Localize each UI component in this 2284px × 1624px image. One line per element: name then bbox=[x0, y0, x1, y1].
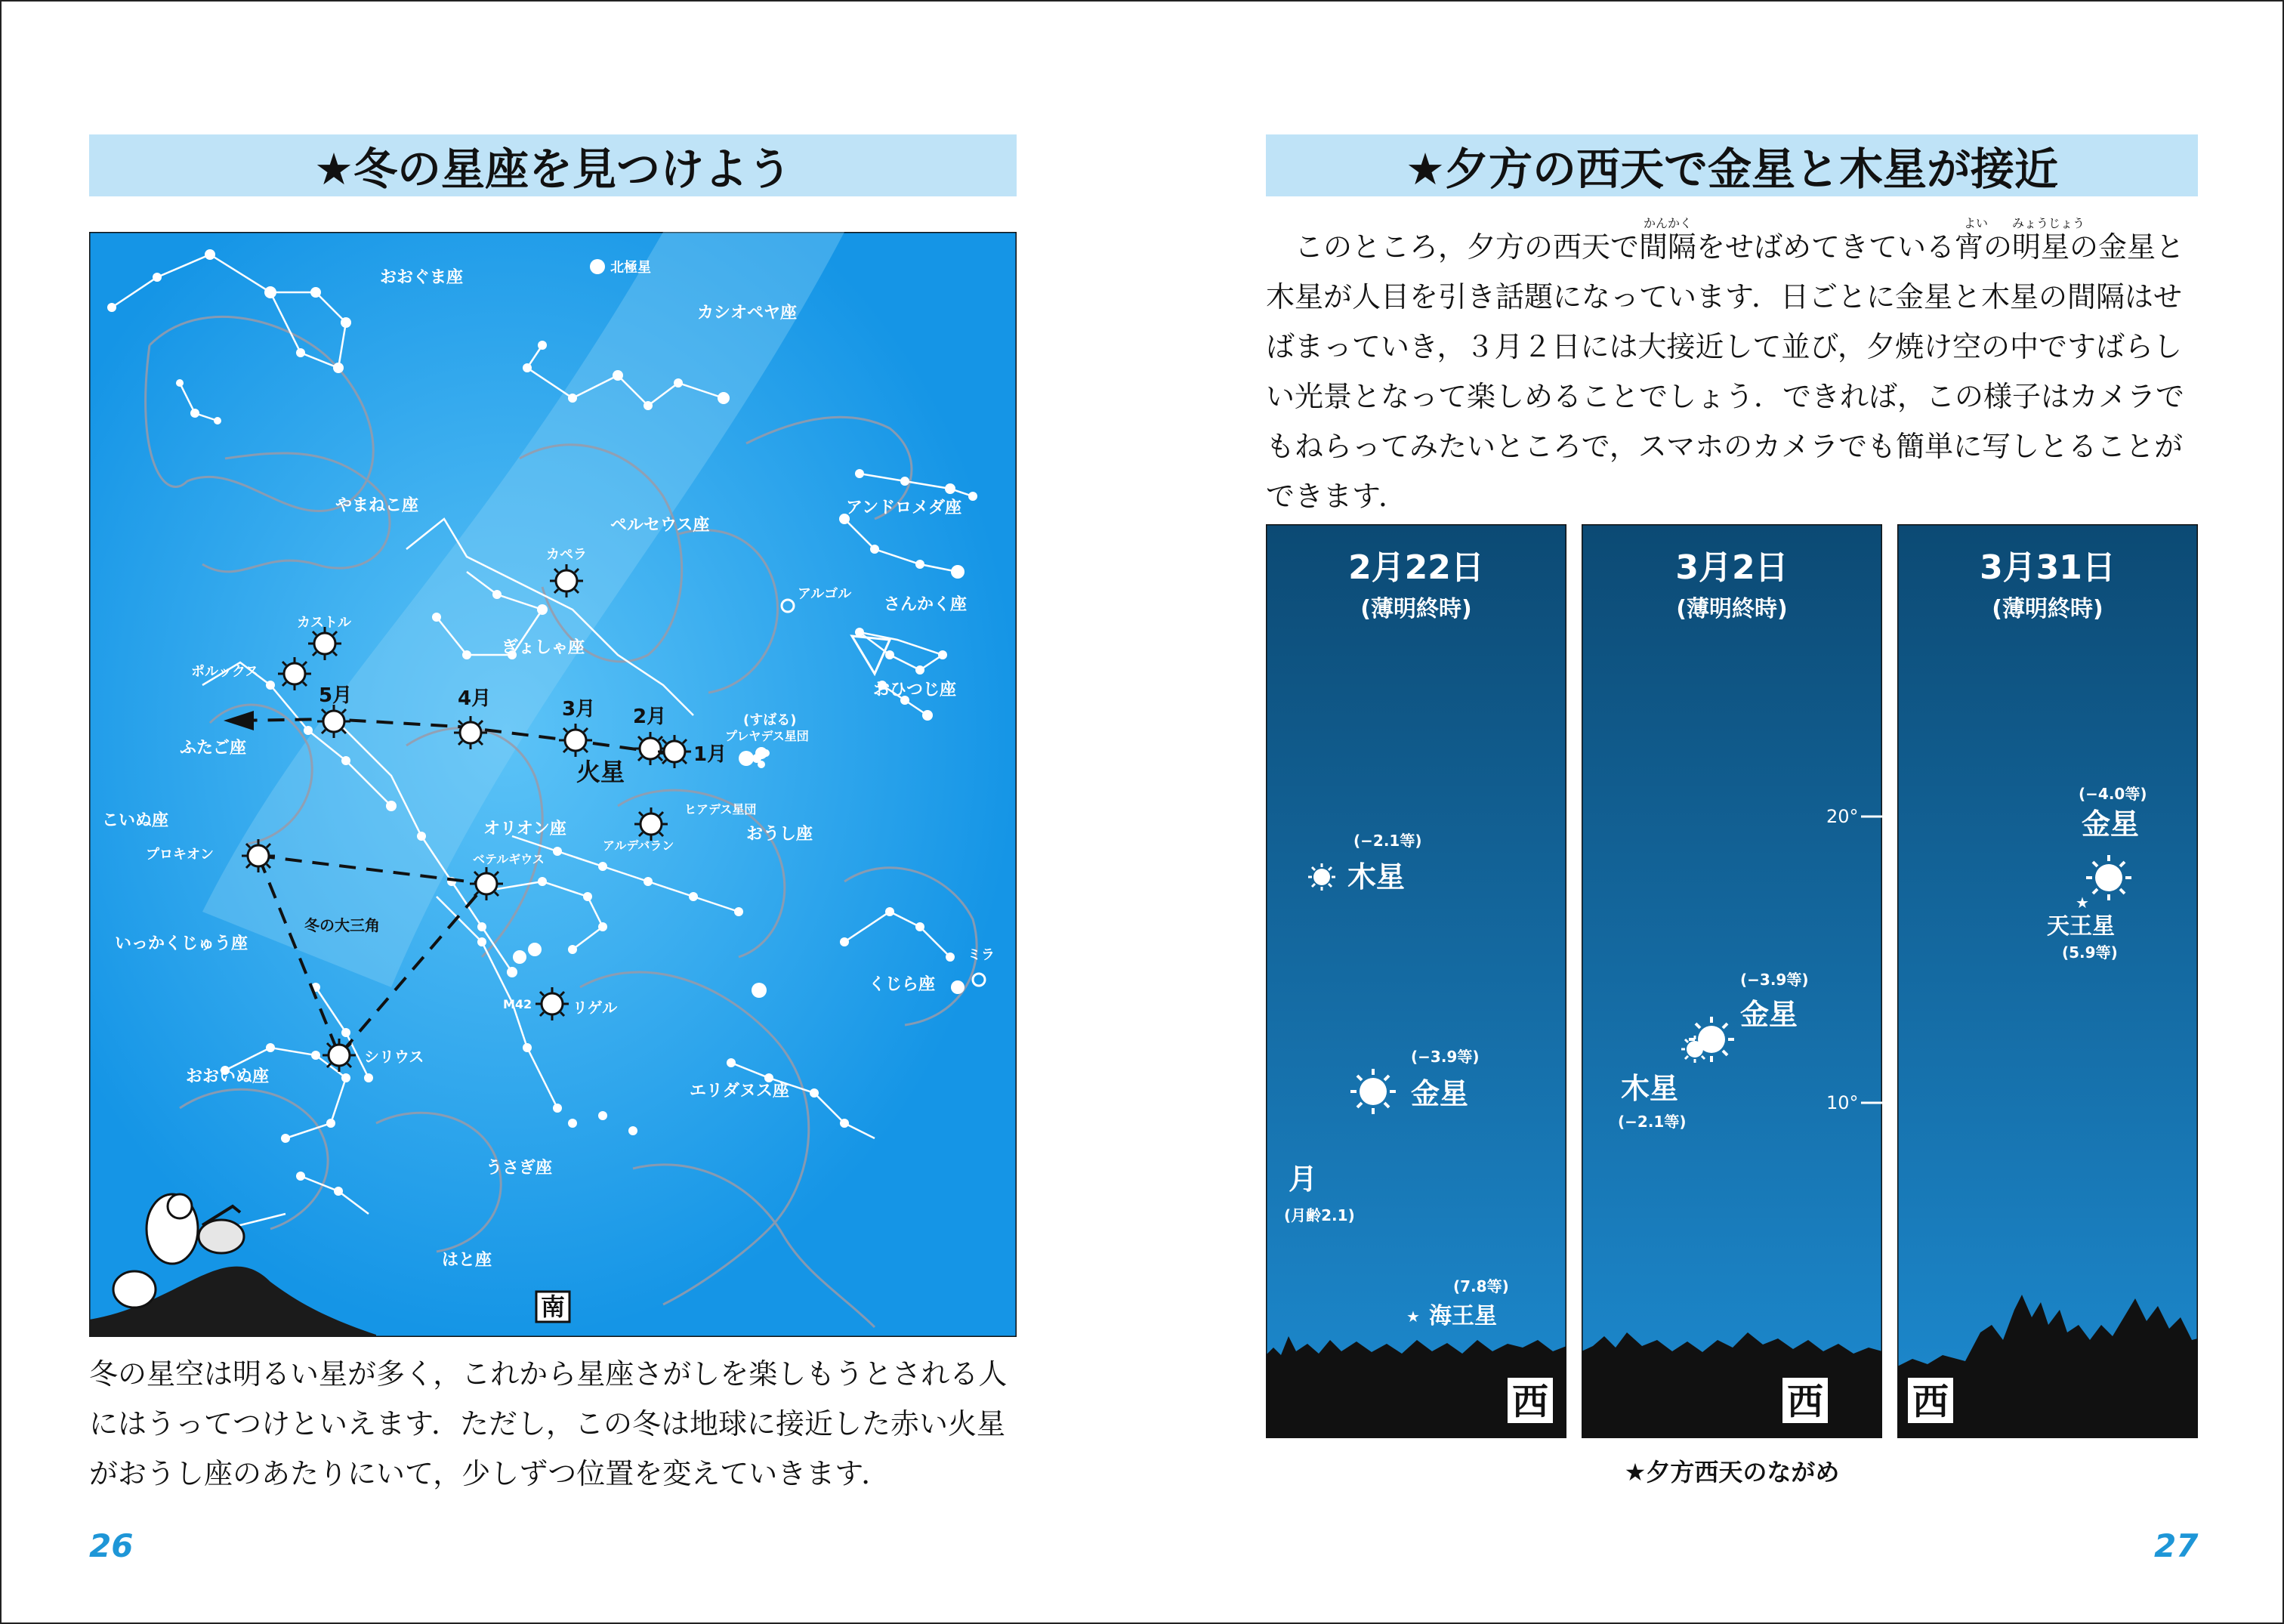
left-heading: ★冬の星座を見つけよう bbox=[89, 134, 1017, 196]
label-aries: おひつじ座 bbox=[873, 681, 957, 699]
panel2-jupiter-mag: (−2.1等) bbox=[1618, 1113, 1687, 1131]
sky-panel-mar2 bbox=[1582, 524, 1882, 1438]
label-rigel: リゲル bbox=[573, 999, 618, 1017]
left-page-number: 26 bbox=[89, 1527, 134, 1564]
label-hyades: ヒアデス星団 bbox=[684, 802, 757, 817]
label-polaris: 北極星 bbox=[610, 260, 651, 276]
label-capella: カペラ bbox=[546, 547, 587, 563]
right-paragraph-line-3: ばまっていき，３月２日には大接近して並び，夕焼け空の中ですばらし bbox=[1266, 330, 2182, 363]
right-paragraph-line-1: このところ，夕方の西天で間隔をせばめてきている宵の明星の金星と bbox=[1295, 230, 2185, 264]
panel3-date: 3月31日 bbox=[1980, 548, 2116, 587]
panel2-west: 西 bbox=[1786, 1381, 1824, 1423]
panel2-alt-20: 20° bbox=[1826, 806, 1859, 827]
winter-star-map bbox=[89, 232, 1017, 1337]
panel3-venus: 金星 bbox=[2082, 807, 2140, 841]
south-label: 南 bbox=[540, 1292, 566, 1321]
label-lepus: うさぎ座 bbox=[486, 1159, 553, 1178]
left-paragraph-line-2: にはうってつけといえます．ただし，この冬は地球に接近した赤い火星 bbox=[89, 1407, 1005, 1440]
panel1-jupiter-mag: (−2.1等) bbox=[1353, 832, 1422, 850]
label-orion: オリオン座 bbox=[483, 820, 566, 838]
right-paragraph-line-6: できます． bbox=[1266, 480, 1407, 513]
label-pollux: ポルックス bbox=[191, 664, 259, 680]
panel3-uranus: 天王星 bbox=[2047, 913, 2115, 940]
label-castor: カストル bbox=[297, 615, 351, 631]
svg-text:★: ★ bbox=[1406, 1308, 1420, 1326]
panel1-moon-age: (月齢2.1) bbox=[1284, 1206, 1355, 1224]
right-heading: ★夕方の西天で金星と木星が接近 bbox=[1266, 134, 2198, 196]
label-mars: 火星 bbox=[576, 758, 625, 786]
panel1-jupiter: 木星 bbox=[1347, 860, 1406, 894]
panel1-venus: 金星 bbox=[1411, 1077, 1469, 1110]
label-pleiades: プレヤデス星団 bbox=[725, 729, 809, 743]
label-m42: M42 bbox=[503, 997, 532, 1011]
panel1-west: 西 bbox=[1511, 1381, 1549, 1423]
right-paragraph-line-2: 木星が人目を引き話題になっています．日ごとに金星と木星の間隔はせ bbox=[1266, 280, 2182, 313]
label-aldebaran: アルデバラン bbox=[603, 838, 674, 853]
sky-panel-feb22 bbox=[1266, 524, 1566, 1438]
panel2-venus-mag: (−3.9等) bbox=[1740, 971, 1809, 989]
ruby-kankaku: かんかく bbox=[1644, 216, 1693, 230]
right-page-number: 27 bbox=[2154, 1527, 2199, 1564]
sky-panel-mar31 bbox=[1897, 524, 2198, 1438]
left-paragraph bbox=[89, 1349, 1007, 1499]
panel2-sub: (薄明終時) bbox=[1676, 596, 1788, 622]
label-eridanus: エリダヌス座 bbox=[690, 1082, 790, 1101]
label-month-4: 4月 bbox=[458, 687, 492, 710]
svg-text:★: ★ bbox=[2076, 894, 2089, 912]
panel1-date: 2月22日 bbox=[1348, 548, 1484, 587]
panel2-alt-10: 10° bbox=[1826, 1092, 1859, 1113]
label-ursa-major: おおぐま座 bbox=[380, 268, 464, 287]
left-paragraph-line-3: がおうし座のあたりにいて，少しずつ位置を変えていきます． bbox=[89, 1457, 890, 1490]
label-procyon: プロキオン bbox=[146, 847, 214, 863]
panel2-jupiter: 木星 bbox=[1621, 1072, 1679, 1105]
panel1-venus-mag: (−3.9等) bbox=[1411, 1048, 1480, 1066]
label-winter-triangle: 冬の大三角 bbox=[304, 916, 380, 934]
label-sirius: シリウス bbox=[364, 1048, 424, 1066]
panel2-date: 3月2日 bbox=[1675, 548, 1789, 587]
panel3-uranus-mag: (5.9等) bbox=[2062, 943, 2118, 962]
label-gemini: ふたご座 bbox=[180, 739, 247, 758]
label-andromeda: アンドロメダ座 bbox=[846, 499, 962, 517]
panel2-venus: 金星 bbox=[1740, 998, 1798, 1031]
label-cetus: くじら座 bbox=[869, 975, 936, 994]
label-month-1: 1月 bbox=[693, 743, 727, 766]
panel3-venus-mag: (−4.0等) bbox=[2079, 785, 2147, 803]
label-auriga: ぎょしゃ座 bbox=[502, 638, 585, 657]
right-paragraph bbox=[1266, 222, 2184, 521]
panel1-neptune: 海王星 bbox=[1429, 1303, 1497, 1329]
ruby-yoi: よい bbox=[1964, 216, 1989, 230]
label-lynx: やまねこ座 bbox=[335, 496, 419, 515]
panel3-west: 西 bbox=[1912, 1381, 1949, 1423]
label-triangulum: さんかく座 bbox=[884, 595, 968, 614]
label-betelgeuse: ベテルギウス bbox=[473, 852, 545, 866]
label-columba: はと座 bbox=[442, 1251, 492, 1270]
panel3-sub: (薄明終時) bbox=[1992, 596, 2103, 622]
right-paragraph-line-5: もねらってみたいところで，スマホのカメラでも簡単に写しとることが bbox=[1266, 430, 2184, 463]
left-paragraph-line-1: 冬の星空は明るい星が多く，これから星座さがしを楽しもうとされる人 bbox=[89, 1357, 1008, 1391]
label-month-3: 3月 bbox=[562, 698, 596, 721]
figure-caption: ★夕方西天のながめ bbox=[1624, 1458, 1840, 1487]
label-canis-major: おおいぬ座 bbox=[186, 1067, 270, 1086]
panel1-sub: (薄明終時) bbox=[1360, 596, 1472, 622]
label-mira: ミラ bbox=[968, 947, 995, 963]
label-monoceros: いっかくじゅう座 bbox=[115, 934, 248, 953]
label-month-2: 2月 bbox=[633, 705, 667, 728]
label-canis-minor: こいぬ座 bbox=[102, 811, 169, 830]
label-algol: アルゴル bbox=[798, 586, 852, 602]
panel1-moon: 月 bbox=[1289, 1162, 1318, 1196]
ruby-myojo: みょうじょう bbox=[2012, 216, 2085, 230]
right-paragraph-line-4: い光景となって楽しめることでしょう．できれば，この様子はカメラで bbox=[1266, 380, 2185, 413]
label-month-5: 5月 bbox=[319, 684, 353, 707]
panel1-neptune-mag: (7.8等) bbox=[1453, 1277, 1509, 1295]
label-subaru: (すばる) bbox=[743, 712, 797, 728]
label-cassiopeia: カシオペヤ座 bbox=[697, 304, 798, 323]
label-perseus: ペルセウス座 bbox=[610, 516, 710, 535]
label-taurus: おうし座 bbox=[746, 825, 813, 844]
